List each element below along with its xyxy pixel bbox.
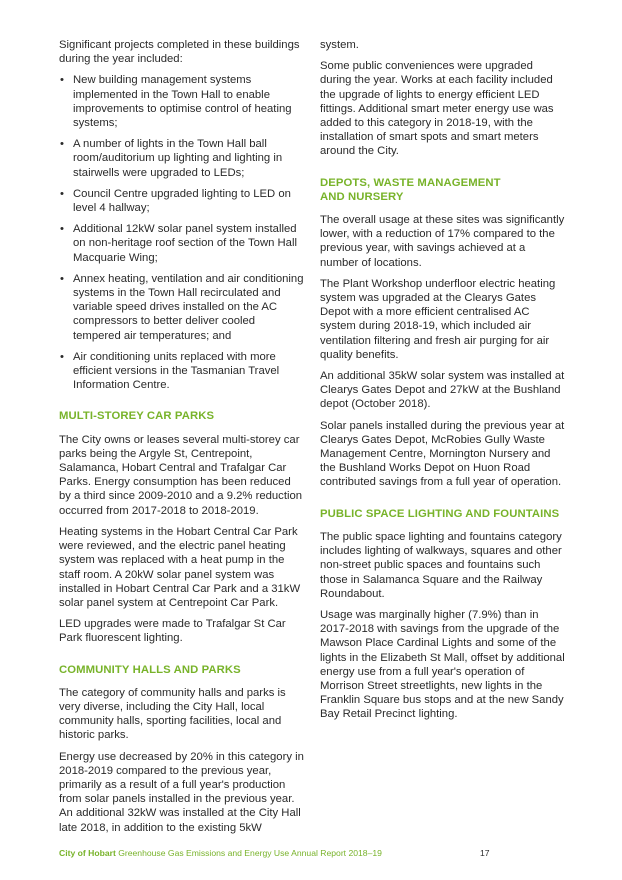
public-conveniences-paragraph: Some public conveniences were upgraded during the year. Works at each facility included the upgrade of lights to energy efficient LED fittings. Additional smart meter energy use was added to this category in 2018-19, with the installation of smart spots and smart meters around the City. xyxy=(320,60,554,158)
buildings-intro: Significant projects completed in these buildings during the year included: xyxy=(59,39,300,66)
buildings-project-list xyxy=(59,73,304,392)
footer-report-title: Greenhouse Gas Emissions and Energy Use Annual Report 2018–19 xyxy=(118,848,382,858)
public-lighting-paragraph-1: The public space lighting and fountains category includes lighting of walkways, squares and other non-street public spaces and fountains such those in Salamanca Square and the Railway Roundabout. xyxy=(320,530,562,600)
list-item: • New building management systems implemented in the Town Hall to enable improvements to optimise control of heating systems; xyxy=(59,73,304,130)
depots-heading xyxy=(320,176,566,204)
community-halls-paragraph-2: Energy use decreased by 20% in this category in 2018-2019 compared to the previous year, primarily as a result of a full year's production from solar panels installed in the previous year. An additional 32kW was installed at the City Hall late 2018, in addition to the existing 5kW xyxy=(59,750,304,834)
right-column xyxy=(320,38,566,729)
list-item: • A number of lights in the Town Hall ball room/auditorium up lighting and lighting in stairwells were upgraded to LEDs; xyxy=(59,137,304,180)
list-item: • Air conditioning units replaced with more efficient versions in the Tasmanian Travel Information Centre. xyxy=(59,350,304,393)
community-halls-heading: COMMUNITY HALLS AND PARKS xyxy=(59,663,241,676)
depots-paragraph-3: An additional 35kW solar system was installed at Clearys Gates Depot and 27kW at the Bushland depot (October 2018). xyxy=(320,370,565,411)
public-lighting-paragraph-2: Usage was marginally higher (7.9%) than in 2017-2018 with savings from the upgrade of the Mawson Place Cardinal Lights and some of the lights in the Elizabeth St Mall, offset by additional energy use from a full year's operation of Morrison Street streetlights, new lights in the Franklin Square bus stops and at the new Sandy Bay Retail Precinct lighting. xyxy=(320,608,565,721)
car-parks-paragraph-1: The City owns or leases several multi-storey car parks being the Argyle St, Centrepoint, Salamanca, Hobart Central and Trafalgar Car Parks. Energy consumption has been reduced by a third since 2009-2010 and a 9.2% reduction occurred from 2017-2018 to 2018-2019. xyxy=(59,433,303,517)
car-parks-paragraph-2: Heating systems in the Hobart Central Car Park were reviewed, and the electric panel heating system was replaced with a heat pump in the staff room. A 20kW solar panel system was installed in Hobart Central Car Park and a 31kW solar panel system at Centrepoint Car Park. xyxy=(59,525,301,609)
list-item: • Annex heating, ventilation and air conditioning systems in the Town Hall recirculated and variable speed drives installed on the AC compressors to better deliver cooled tempered air temperatures; and xyxy=(59,272,304,343)
car-parks-paragraph-3: LED upgrades were made to Trafalgar St Car Park fluorescent lighting. xyxy=(59,618,286,645)
public-lighting-heading: PUBLIC SPACE LIGHTING AND FOUNTAINS xyxy=(320,507,560,520)
depots-heading-line-1: DEPOTS, WASTE MANAGEMENT xyxy=(320,176,501,189)
depots-paragraph-2: The Plant Workshop underfloor electric heating system was upgraded at the Clearys Gates Depot with a more efficient centralised AC system during 2018-19, which included air ventilation filtering and fresh air purging for air quality benefits. xyxy=(320,277,556,361)
page-number: 17 xyxy=(480,848,490,858)
page-footer xyxy=(59,848,519,859)
depots-heading-line-2: AND NURSERY xyxy=(320,190,404,203)
left-column xyxy=(59,38,304,842)
footer-brand: City of Hobart xyxy=(59,848,116,858)
list-item: • Council Centre upgraded lighting to LED on level 4 hallway; xyxy=(59,187,304,215)
depots-paragraph-1: The overall usage at these sites was significantly lower, with a reduction of 17% compared to the previous year, with savings achieved at a number of locations. xyxy=(320,214,565,269)
car-parks-heading: MULTI-STOREY CAR PARKS xyxy=(59,410,215,423)
list-item: • Additional 12kW solar panel system installed on non-heritage roof section of the Town Hall Macquarie Wing; xyxy=(59,222,304,265)
continued-text: system. xyxy=(320,39,359,51)
depots-paragraph-4: Solar panels installed during the previous year at Clearys Gates Depot, McRobies Gully Waste Management Centre, Mornington Nursery and the Bushland Works Depot on Huon Road contributed savings from a full year of operation. xyxy=(320,419,565,489)
community-halls-paragraph-1: The category of community halls and parks is very diverse, including the City Hall, local community halls, sporting facilities, local and historic parks. xyxy=(59,686,286,742)
